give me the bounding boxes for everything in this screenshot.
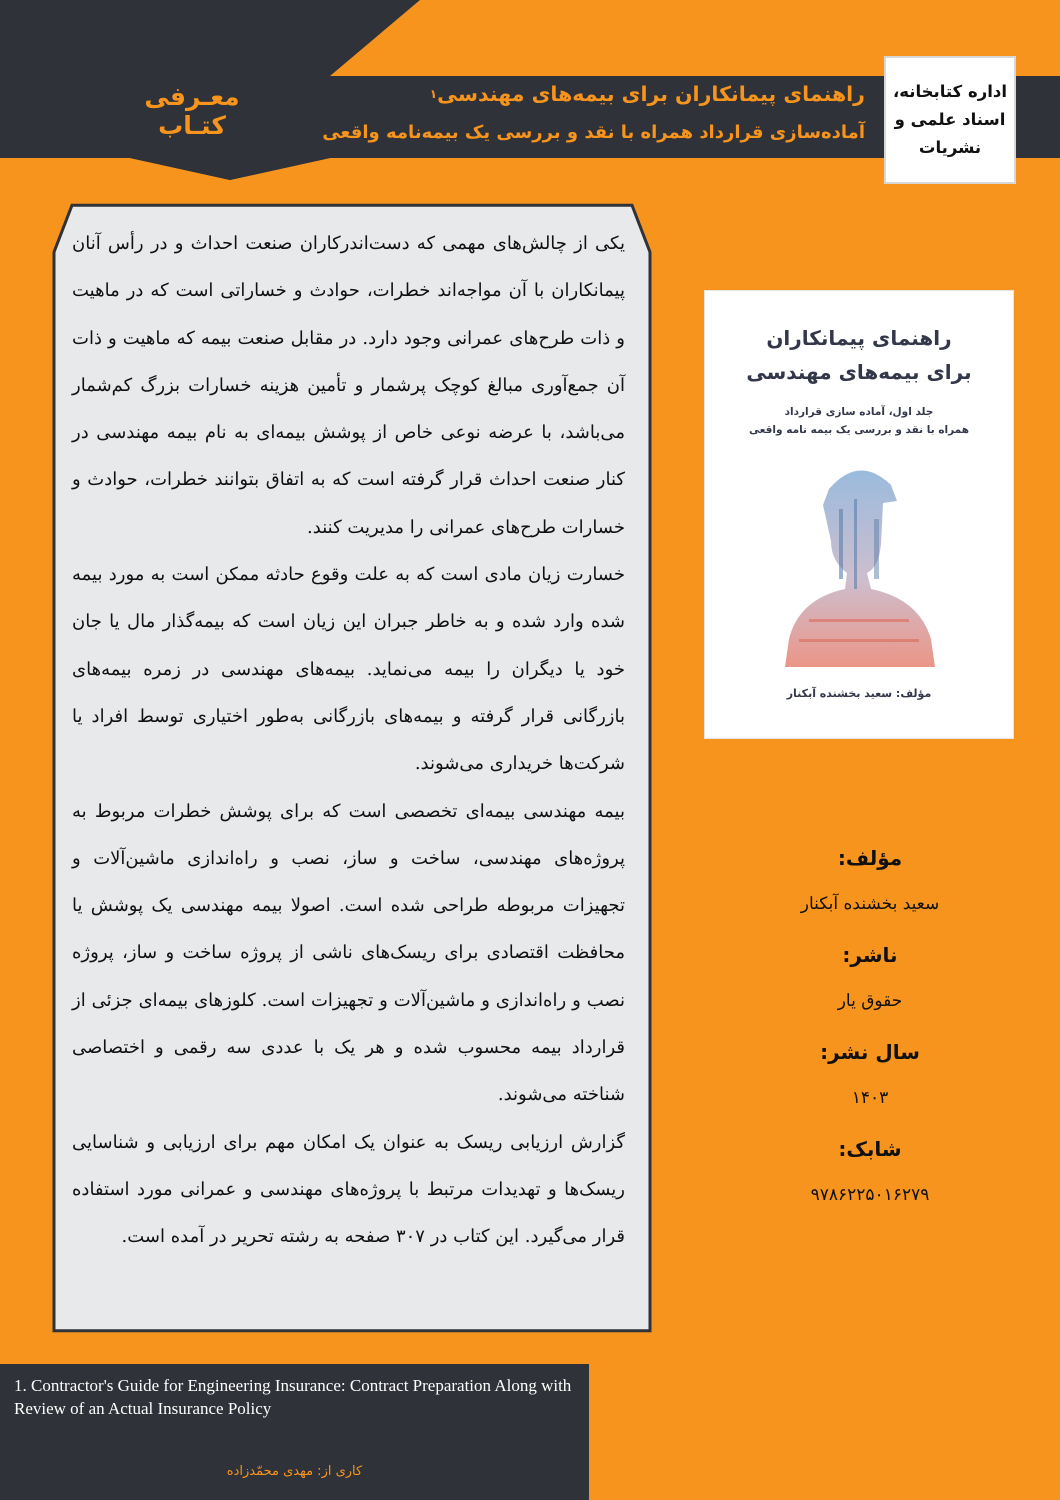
article-body xyxy=(72,220,625,1261)
cover-subtitle-line: همراه با نقد و بررسی یک بیمه نامه واقعی xyxy=(749,424,969,436)
footnote-text: 1. Contractor's Guide for Engineering Insurance: Contract Preparation Along with Review of an Actual Insurance Policy xyxy=(14,1376,572,1418)
cover-author: مؤلف: سعید بخشنده آبکنار xyxy=(786,687,932,700)
body-paragraph: بیمه مهندسی بیمه‌ای تخصصی است که برای پوشش خطرات مربوط به پروژه‌های مهندسی، ساخت و ساز، نصب و راه‌اندازی ماشین‌آلات و تجهیزات مربوطه طراحی شده است. اصولا بیمه مهندسی یک پوشش یا محافظت اقتصادی برای ریسک‌های ناشی از پروژه ساخت و ساز، پروژه نصب و راه‌اندازی و ماشین‌آلات و تجهیزات است. کلوزهای بیمه‌ای جزئی از قرارداد بیمه محسوب شده و هر یک با عددی سه رقمی و اختصاصی شناخته می‌شوند. xyxy=(72,800,625,1106)
author-value: سعید بخشنده آبکنار xyxy=(800,894,940,914)
body-paragraph: گزارش ارزیابی ریسک به عنوان یک امکان مهم برای ارزیابی و شناسایی ریسک‌ها و تهدیدات مرتبط با پروژه‌های مهندسی و عمرانی مورد استفاده قرار می‌گیرد. این کتاب در ۳۰۷ صفحه به رشته تحریر در آمده است. xyxy=(72,1131,626,1248)
article-title xyxy=(300,78,865,110)
book-cover xyxy=(705,291,1013,738)
publisher-value: حقوق یار xyxy=(837,991,903,1011)
department-line: اداره کتابخانه، xyxy=(892,82,1008,101)
cover-title xyxy=(705,321,1013,389)
cover-subtitle-line: جلد اول، آماده سازی قرارداد xyxy=(784,406,934,418)
author-label: مؤلف: xyxy=(837,846,903,870)
body-paragraph: خسارت زیان مادی است که به علت وقوع حادثه ممکن است به مورد بیمه شده وارد شده و به خاطر جبران این زیان است که بیمه‌گذار مال یا جان خود یا دیگران را بیمه می‌نماید. بیمه‌های مهندسی در زمره بیمه‌های بازرگانی قرار گرفته و بیمه‌های بازرگانی به‌طور اختیاری توسط افراد یا شرکت‌ها خریداری می‌شوند. xyxy=(72,564,625,775)
article-subtitle: آماده‌سازی قرارداد همراه با نقد و بررسی یک بیمه‌نامه واقعی xyxy=(322,122,865,143)
section-title: معـرفی کتـاب xyxy=(144,82,240,140)
footnote-mark: ۱ xyxy=(429,87,438,101)
body-paragraph: یکی از چالش‌های مهمی که دست‌اندرکاران صنعت احداث و در رأس آنان پیمانکاران با آن مواجه‌اند خطرات، حوادث و خساراتی است که در ماهیت و ذات طرح‌های عمرانی وجود دارد. در مقابل صنعت بیمه که ماهیت و ذات آن جمع‌آوری مبالغ کوچک پرشمار و تأمین هزینه خسارات بزرگ کم‌شمار می‌باشد، با عرضه نوعی خاص از پوشش بیمه‌ای به نام بیمه مهندسی در کنار صنعت احداث قرار گرفته است که به اتفاق بتوانند خطرات، حوادث و خسارات طرح‌های عمرانی را مدیریت کنند. xyxy=(72,233,625,538)
department-line: اسناد علمی و xyxy=(894,110,1006,129)
engineer-silhouette-illustration xyxy=(779,449,939,669)
cover-title-line: برای بیمه‌های مهندسی xyxy=(746,360,972,384)
department-box xyxy=(884,56,1016,184)
year-value: ۱۴۰۳ xyxy=(851,1088,889,1108)
department-line: نشریات xyxy=(918,138,982,157)
credit-line: کاری از: مهدی محمّدزاده xyxy=(226,1464,363,1479)
isbn-label: شابک: xyxy=(838,1137,902,1161)
publisher-label: ناشر: xyxy=(842,943,898,967)
cover-subtitle xyxy=(705,403,1013,439)
isbn-value: ۹۷۸۶۲۲۵۰۱۶۲۷۹ xyxy=(810,1185,930,1205)
year-label: سال نشر: xyxy=(820,1040,920,1064)
article-title-text: راهنمای پیمانکاران برای بیمه‌های مهندسی xyxy=(437,82,865,106)
cover-title-line: راهنمای پیمانکاران xyxy=(766,326,952,350)
